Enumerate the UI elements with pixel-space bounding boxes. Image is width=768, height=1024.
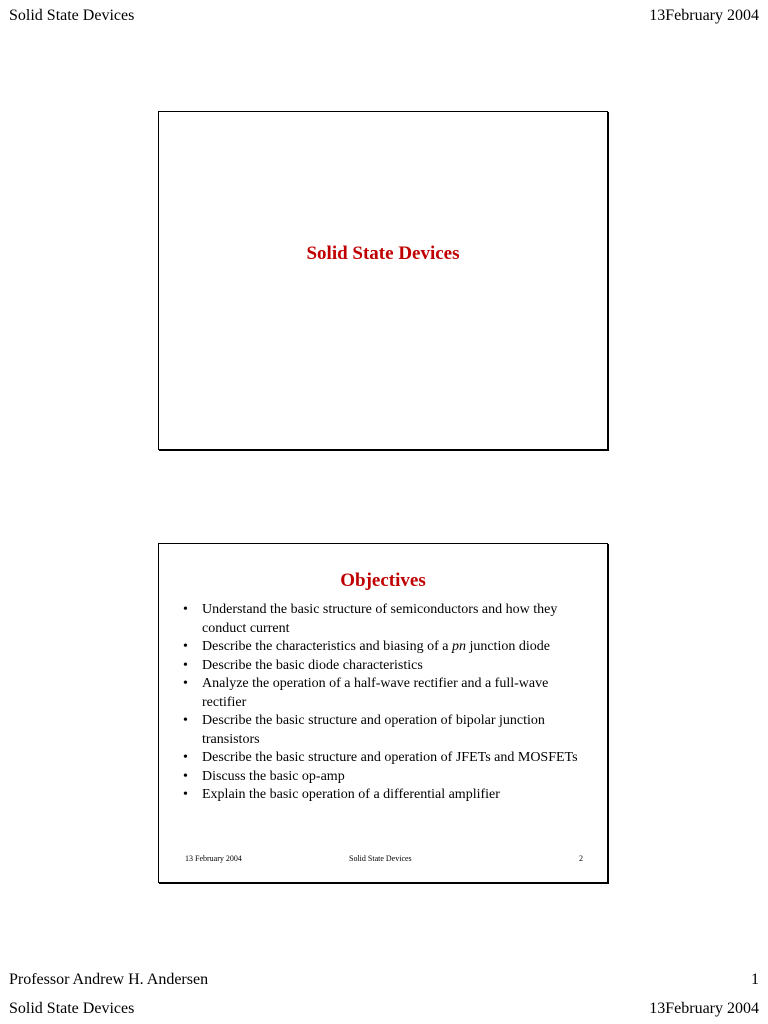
objective-item xyxy=(183,638,593,657)
objective-text-emphasis: pn xyxy=(451,639,466,654)
objective-text: Explain the basic operation of a differential amplifier xyxy=(202,787,500,802)
objective-text: Describe the basic diode characteristics xyxy=(202,657,423,673)
objective-item xyxy=(183,657,593,676)
objective-text: Understand the basic structure of semiconductors and how they conduct current xyxy=(202,602,558,636)
slide-1-title: Solid State Devices xyxy=(306,243,460,264)
objectives-list xyxy=(183,601,593,805)
objective-item xyxy=(183,601,593,638)
slide-footer-date: 13 February 2004 xyxy=(185,854,242,863)
slide-1 xyxy=(158,111,608,450)
objective-item xyxy=(183,675,593,712)
objective-text: Describe the basic structure and operation of JFETs and MOSFETs xyxy=(202,750,578,765)
objective-item xyxy=(183,768,593,787)
author-name: Professor Andrew H. Andersen xyxy=(9,971,209,988)
slide-number: 2 xyxy=(579,854,583,863)
bullet-icon: • xyxy=(183,713,188,728)
bullet-icon: • xyxy=(183,787,188,802)
objective-text: Describe the basic structure and operation of bipolar junction transistors xyxy=(202,713,545,747)
bullet-icon: • xyxy=(183,768,188,784)
objective-text-end: junction diode xyxy=(465,639,550,654)
objective-text: Discuss the basic op-amp xyxy=(202,768,345,784)
bullet-icon: • xyxy=(183,750,188,765)
bullet-icon: • xyxy=(183,602,188,617)
slide-2-title: Objectives xyxy=(340,570,426,591)
page-header-title: Solid State Devices xyxy=(9,7,135,24)
objective-text-start: Describe the characteristics and biasing of a xyxy=(202,639,452,654)
objective-text: Analyze the operation of a half-wave rectifier and a full-wave rectifier xyxy=(202,676,549,710)
bullet-icon: • xyxy=(183,657,188,673)
bullet-icon: • xyxy=(183,676,188,691)
slide-footer-title: Solid State Devices xyxy=(349,854,412,863)
page-footer-date: 13February 2004 xyxy=(649,1000,759,1017)
objective-item xyxy=(183,749,593,768)
slide-2 xyxy=(158,543,608,883)
page-footer-title: Solid State Devices xyxy=(9,1000,135,1017)
bullet-icon: • xyxy=(183,639,188,654)
page-number: 1 xyxy=(751,971,759,988)
page-header-date: 13February 2004 xyxy=(649,7,759,24)
objective-item xyxy=(183,786,593,805)
objective-item xyxy=(183,712,593,749)
